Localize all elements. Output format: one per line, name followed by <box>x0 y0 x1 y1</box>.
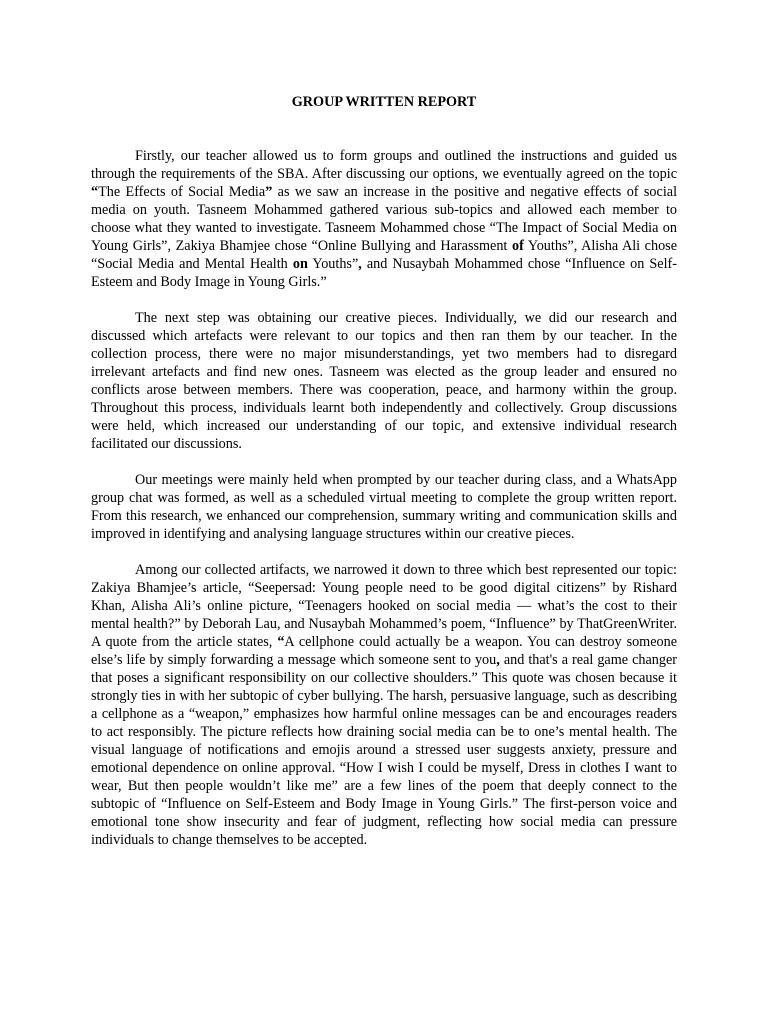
paragraph-4-text: Among our collected artifacts, we narrowed it down to three which best represented our topic: Zakiya Bhamjee’s article, “Seepersad: Young people need to be good digital citizens” by Rishard Khan, Alisha Ali’s online picture, “Teenagers hooked on social media — what’s the cost to their mental health?” by Deborah Lau, and Nusaybah Mohammed’s poem, “Influence” by ThatGreenWriter. A quote from the article states, <box>91 562 677 650</box>
paragraph-1-close-quote: ” <box>265 184 273 200</box>
paragraph-2-text: The next step was obtaining our creative pieces. Individually, we did our research and discussed which artefacts were relevant to our topics and then ran them by our teacher. In the collection process, there were no major misunderstandings, yet two members had to disregard irrelevant artefacts and find new ones. Tasneem was elected as the group leader and ensured no conflicts arose between members. There was cooperation, peace, and harmony within the group. Throughout this process, individuals learnt both independently and collectively. Group discussions were held, which increased our understanding of our topic, and extensive individual research facilitated our discussions. <box>91 310 677 452</box>
document-body <box>91 147 677 849</box>
paragraph-4-quote-text: A cellphone could actually be a weapon. You can destroy someone else’s life by simply forwarding a message which someone sent to you <box>91 634 678 668</box>
paragraph-1-open-quote: “ <box>91 184 99 200</box>
document-title: GROUP WRITTEN REPORT <box>291 94 477 110</box>
paragraph-1-text: Youths”, Alisha Ali chose “Social Media and Mental Health <box>91 238 677 272</box>
paragraph-1-bold-on: on <box>292 256 308 272</box>
paragraph-3 <box>91 471 677 543</box>
paragraph-2 <box>91 309 677 453</box>
paragraph-4-bold-comma: , <box>496 652 500 668</box>
paragraph-1-text: Youths” <box>307 256 359 272</box>
paragraph-1-text: as we saw an increase in the positive and negative effects of social media on youth. Tasneem Mohammed gathered various sub-topics and allowed each member to choose what they wanted to investigate. Tasneem Mohammed chose “The Impact of Social Media on Young Girls”, Zakiya Bhamjee chose “Online Bullying and Harassment <box>91 184 678 254</box>
paragraph-3-text: Our meetings were mainly held when prompted by our teacher during class, and a WhatsApp group chat was formed, as well as a scheduled virtual meeting to complete the group written report. From this research, we enhanced our comprehension, summary writing and communication skills and improved in identifying and analysing language structures within our creative pieces. <box>91 472 677 542</box>
paragraph-4-text: and that's a real game changer that poses a significant responsibility on our collective shoulders.” This quote was chosen because it strongly ties in with her subtopic of cyber bullying. The harsh, persuasive language, such as describing a cellphone as a “weapon,” emphasizes how harmful online messages can be and encourages readers to act responsibly. The picture reflects how draining social media can be to one’s mental health. The visual language of notifications and emojis around a stressed user suggests anxiety, pressure and emotional dependence on online approval. “How I wish I could be myself, Dress in clothes I want to wear, But then people wouldn’t like me” are a few lines of the poem that deeply connect to the subtopic of “Influence on Self-Esteem and Body Image in Young Girls.” The first-person voice and emotional tone show insecurity and fear of judgment, reflecting how social media can pressure individuals to change themselves to be accepted. <box>91 652 677 848</box>
paragraph-4 <box>91 561 677 849</box>
paragraph-1-text: and Nusaybah Mohammed chose “Influence on Self-Esteem and Body Image in Young Girls.” <box>91 256 677 290</box>
paragraph-1 <box>91 147 677 291</box>
paragraph-1-bold-comma: , <box>358 256 362 272</box>
paragraph-4-open-quote: “ <box>277 634 285 650</box>
paragraph-1-bold-of: of <box>511 238 524 254</box>
paragraph-1-text: Firstly, our teacher allowed us to form groups and outlined the instructions and guided us through the requirements of the SBA. After discussing our options, we eventually agreed on the topic <box>91 148 677 182</box>
paragraph-1-topic: The Effects of Social Media <box>98 184 266 200</box>
